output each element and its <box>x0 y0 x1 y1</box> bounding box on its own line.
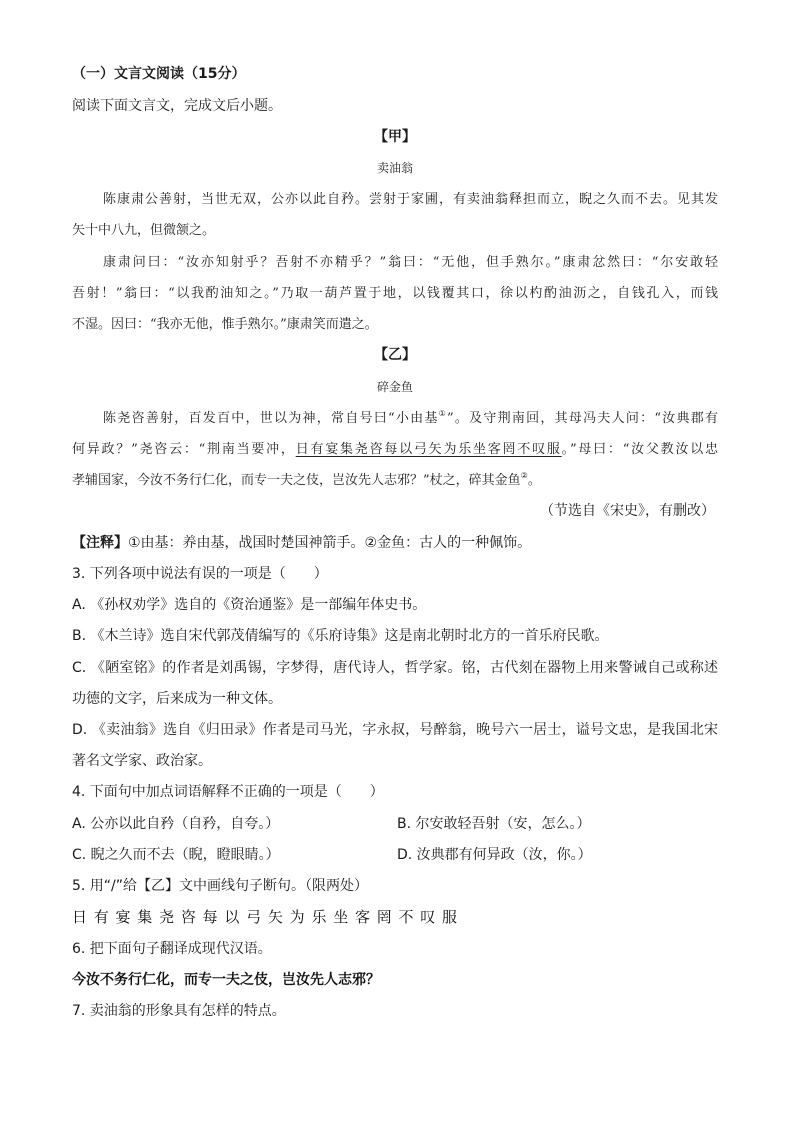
passage-line: 陈康肃公善射，当世无双，公亦以此自矜。尝射于家圃，有卖油翁释担而立，睨之久而不去。见其发 <box>103 192 718 208</box>
option-c: C. 《陋室铭》的作者是刘禹锡，字梦得，唐代诗人，哲学家。铭，古代刻在器物上用来警诫自己或称述 <box>72 659 718 676</box>
option-a: A. 公亦以此自矜（自矜，自夸。） <box>72 815 280 832</box>
passage-b-label: 【乙】 <box>374 347 416 364</box>
question-6 <box>72 934 718 996</box>
option-a: A. 《孙权劝学》选自的《资治通鉴》是一部编年体史书。 <box>72 597 427 614</box>
option-d: D. 《卖油翁》选自《归田录》作者是司马光，字永叔，号醉翁，晚号六一居士，谥号文忠，是我国北宋 <box>72 721 718 738</box>
line-text: 。 <box>527 473 541 489</box>
option-d: D. 汝典郡有何异政（汝，你。） <box>397 846 592 863</box>
passage-a <box>72 122 718 341</box>
question-7 <box>72 996 718 1027</box>
question-stem: 4. 下面句中加点词语解释不正确的一项是（ ） <box>72 784 384 801</box>
sentence-to-translate: 今汝不务行仁化，而专一夫之伎，岂汝先人志邪？ <box>72 971 380 988</box>
sentence-to-punctuate: 日 有 宴 集 尧 咨 每 以 弓 矢 为 乐 坐 客 罔 不 叹 服 <box>72 908 459 927</box>
line-text: 孝辅国家，今汝不务行仁化，而专一夫之伎，岂汝先人志邪？”杖之，碎其金鱼 <box>72 473 521 489</box>
question-stem: 7. 卖油翁的形象具有怎样的特点。 <box>72 1002 286 1019</box>
passage-line: 吾射！”翁曰：“以我酌油知之。”乃取一葫芦置于地，以钱覆其口，徐以杓酌油沥之，自钱孔入，而钱 <box>72 285 718 301</box>
question-stem: 3. 下列各项中说法有误的一项是（ ） <box>72 565 328 582</box>
options-row <box>72 809 718 840</box>
passage-line <box>72 465 718 496</box>
page-content <box>72 59 718 1027</box>
passage-b-title: 碎金鱼 <box>376 379 413 394</box>
annotation-label: 【注释】 <box>72 534 128 551</box>
option-d-continued: 著名文学家、政治家。 <box>72 753 212 770</box>
instruction: 阅读下面文言文，完成文后小题。 <box>72 97 282 114</box>
footnote-marker: ① <box>438 408 447 418</box>
option-b: B. 《木兰诗》选自宋代郭茂倩编写的《乐府诗集》这是南北朝时北方的一首乐府民歌。 <box>72 628 609 645</box>
line-text: 陈尧咨善射，百发百中，世以为神，常自号曰“小由基 <box>103 410 439 426</box>
passage-source: （节选自《宋史》，有删改） <box>540 503 715 520</box>
passage-line <box>72 434 718 465</box>
question-3 <box>72 559 718 778</box>
option-b: B. 尔安敢轻吾射（安，怎么。） <box>397 815 591 832</box>
options-row <box>72 840 718 871</box>
passage-b <box>72 340 718 527</box>
section-title: （一）文言文阅读（15分） <box>72 66 246 83</box>
passage-b-paragraph <box>72 403 718 497</box>
passage-line: 不湿。因曰：“我亦无他，惟手熟尔。”康肃笑而遣之。 <box>72 317 378 333</box>
question-stem: 5. 用“/”给【乙】文中画线句子断句。（限两处） <box>72 878 369 895</box>
footnote-marker: ② <box>520 471 528 481</box>
passage-a-title: 卖油翁 <box>376 161 413 176</box>
line-text: 。”母曰：“汝父教汝以忠 <box>561 442 718 458</box>
question-stem: 6. 把下面句子翻译成现代汉语。 <box>72 940 272 957</box>
passage-line: 康肃问曰：“汝亦知射乎？吾射不亦精乎？”翁曰：“无他，但手熟尔。”康肃忿然曰：“尔安敢轻 <box>103 254 718 270</box>
passage-a-label: 【甲】 <box>374 128 416 145</box>
line-text: ”。及守荆南回，其母冯夫人问：“汝典郡有 <box>447 410 718 426</box>
passage-a-paragraph-1 <box>72 184 718 246</box>
passage-line: 矢十中八九，但微颔之。 <box>72 223 216 239</box>
option-c: C. 睨之久而不去（睨，瞪眼睛。） <box>72 846 280 863</box>
question-4 <box>72 777 718 871</box>
question-5 <box>72 871 718 933</box>
line-text: 何异政？”尧咨云：“荆南当要冲， <box>72 442 296 458</box>
annotation-text: ①由基：养由基，战国时楚国神箭手。②金鱼：古人的一种佩饰。 <box>128 534 532 551</box>
passage-a-paragraph-2 <box>72 247 718 341</box>
option-c-continued: 功德的文字，后来成为一种文体。 <box>72 690 282 707</box>
annotation <box>72 528 718 559</box>
passage-line <box>72 403 718 434</box>
underlined-sentence: 日有宴集尧咨每以弓矢为乐坐客罔不叹服 <box>295 442 562 458</box>
